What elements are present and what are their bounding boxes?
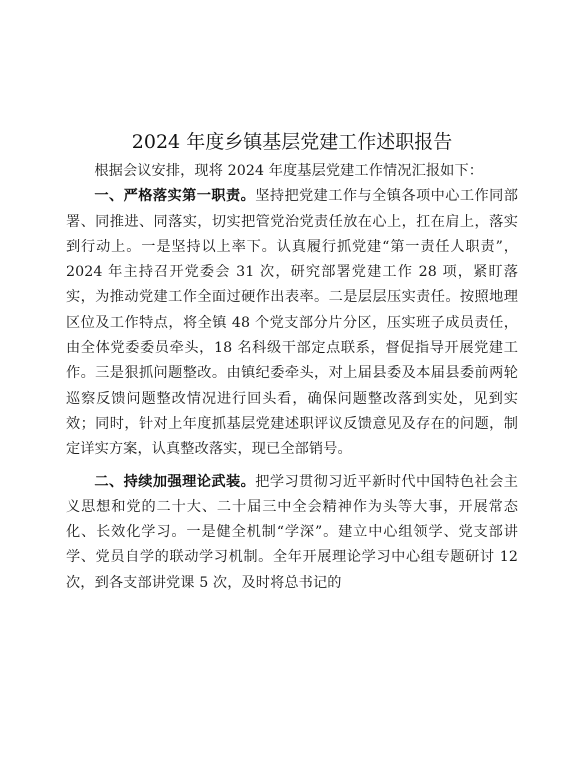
section-2-heading: 二、持续加强理论武装。 xyxy=(94,473,256,490)
section-2-paragraph xyxy=(66,470,518,596)
section-2-body: 把学习贯彻习近平新时代中国特色社会主义思想和党的二十大、二十届三中全会精神作为头等大事，开展常态化、长效化学习。一是健全机制“学深”。建立中心组领学、党支部讲学、党员自学的联动学习机制。全年开展理论学习中心组专题研讨 12 次，到各支部讲党课 5 次，及时将总书记的 xyxy=(66,473,518,591)
section-1-body: 坚持把党建工作与全镇各项中心工作同部署、同推进、同落实，切实把管党治党责任放在心上，扛在肩上，落实到行动上。一是坚持以上率下。认真履行抓党建“第一责任人职责”，2024 年主持召开党委会 31 次，研究部署党建工作 28 项，紧盯落实，为推动党建工作全面过硬作出表率。二是层层压实责任。按照地理区位及工作特点，将全镇 48 个党支部分片分区，压实班子成员责任，由全体党委委员牵头，18 名科级干部定点联系，督促指导开展党建工作。三是狠抓问题整改。由镇纪委牵头，对上届县委及本届县委前两轮巡察反馈问题整改情况进行回头看，确保问题整改落到实处，见到实效；同时，针对上年度抓基层党建述职评议反馈意见及存在的问题，制定详实方案，认真整改落实，现已全部销号。 xyxy=(66,188,518,458)
document-title: 2024 年度乡镇基层党建工作述职报告 xyxy=(131,131,453,153)
intro-paragraph: 根据会议安排，现将 2024 年度基层党建工作情况汇报如下： xyxy=(94,163,484,179)
section-1-heading: 一、严格落实第一职责。 xyxy=(94,188,256,205)
document-body xyxy=(66,128,518,596)
section-1-paragraph xyxy=(66,184,518,462)
